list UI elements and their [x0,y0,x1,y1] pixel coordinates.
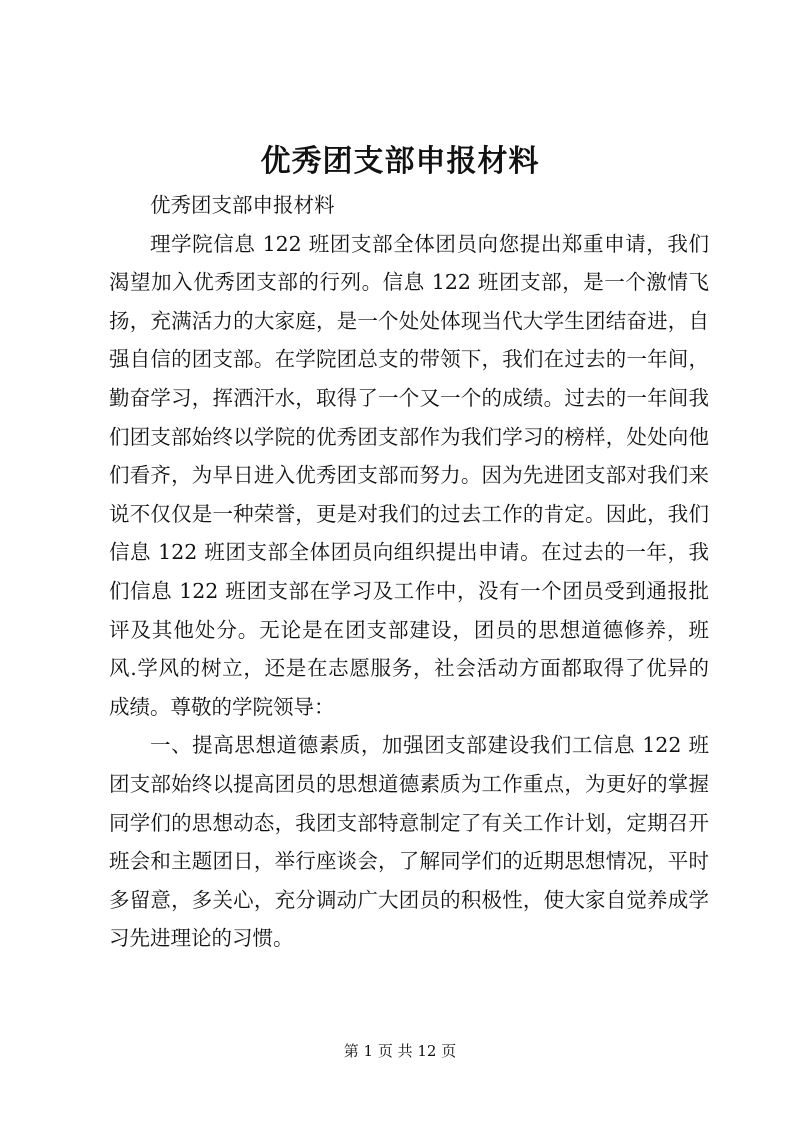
paragraph-introduction: 理学院信息 122 班团支部全体团员向您提出郑重申请，我们渴望加入优秀团支部的行列。信息 122 班团支部，是一个激情飞扬，充满活力的大家庭，是一个处处体现当代大学生团结奋进，自强自信的团支部。在学院团总支的带领下，我们在过去的一年间，勤奋学习，挥洒汗水，取得了一个又一个的成绩。过去的一年间我们团支部始终以学院的优秀团支部作为我们学习的榜样，处处向他们看齐，为早日进入优秀团支部而努力。因为先进团支部对我们来说不仅仅是一种荣誉，更是对我们的过去工作的肯定。因此，我们信息 122 班团支部全体团员向组织提出申请。在过去的一年，我们信息 122 班团支部在学习及工作中，没有一个团员受到通报批评及其他处分。无论是在团支部建设，团员的思想道德修养，班风.学风的树立，还是在志愿服务，社会活动方面都取得了优异的成绩。尊敬的学院领导： [109,231,709,719]
paragraph-subtitle: 优秀团支部申报材料 [150,193,335,217]
paragraph-section-one: 一、提高思想道德素质，加强团支部建设我们工信息 122 班团支部始终以提高团员的思想道德素质为工作重点，为更好的掌握同学们的思想动态，我团支部特意制定了有关工作计划，定期召开班会和主题团日，举行座谈会，了解同学们的近期思想情况，平时多留意，多关心，充分调动广大团员的积极性，使大家自觉养成学习先进理论的习惯。 [109,733,709,951]
page-number-footer: 第 1 页 共 12 页 [343,1042,457,1060]
document-body [109,186,709,958]
document-title: 优秀团支部申报材料 [260,144,540,179]
